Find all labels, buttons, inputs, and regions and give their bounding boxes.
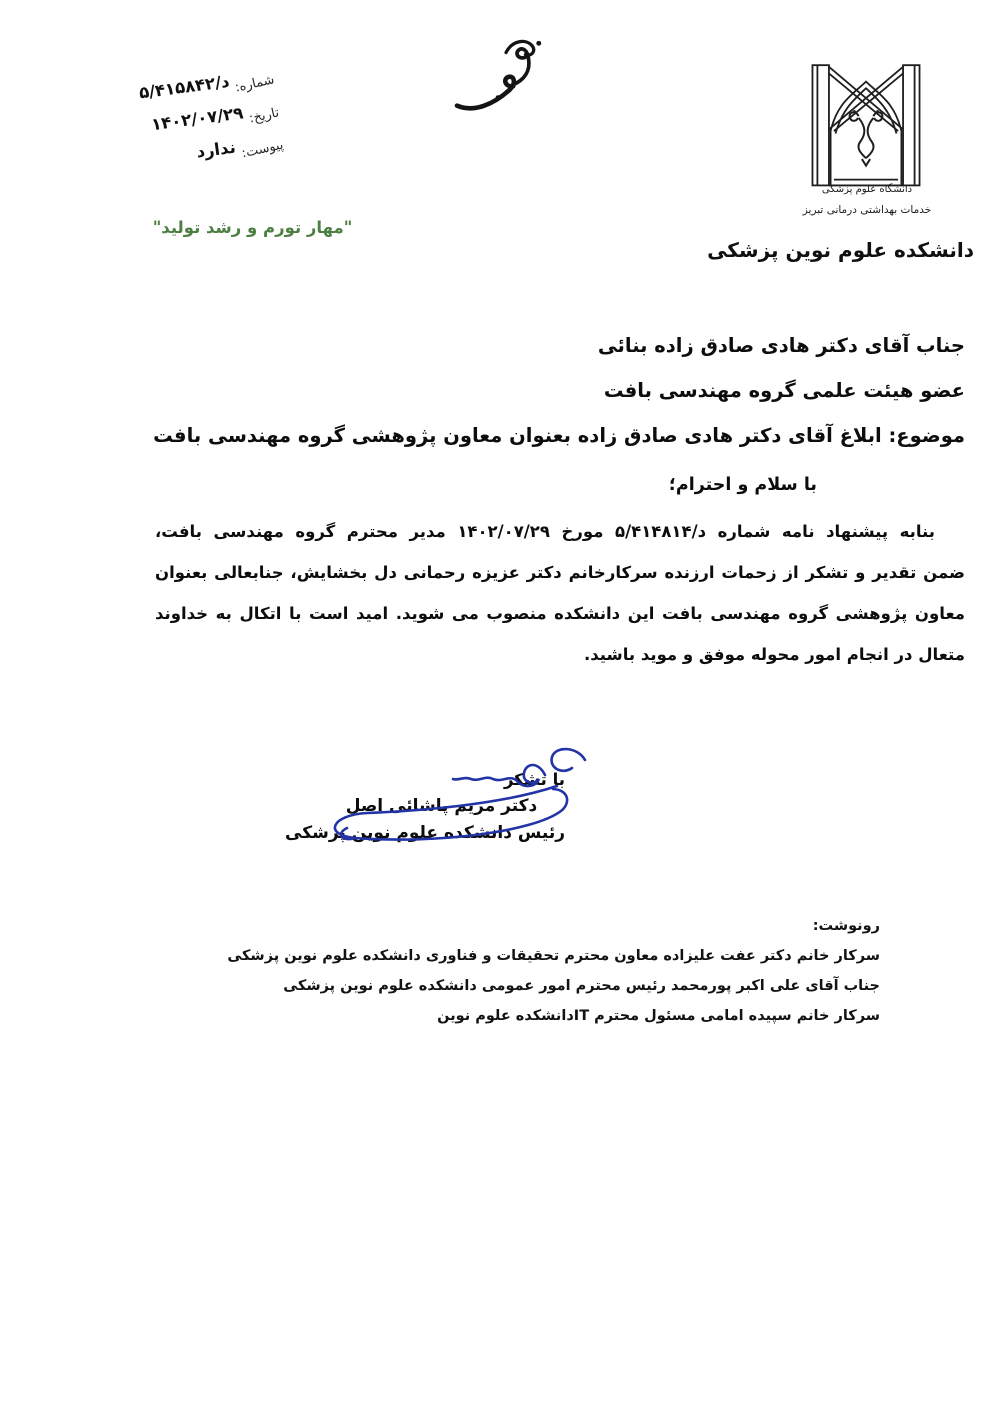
letter-meta-block: [52, 66, 285, 193]
attachment-value: ندارد: [195, 137, 237, 162]
number-value: ⁦۵/د/۴۱۵۸۴۲⁩: [137, 71, 231, 103]
signatory-title: رئیس دانشکده علوم نوین پزشکی: [285, 823, 565, 843]
body-line: بنابه پیشنهاد نامه شماره ⁦۵/د/۴۱۴۸۱۴⁩ مورخ ۱۴۰۲/۰۷/۲۹ مدیر محترم گروه مهندسی بافت،: [155, 522, 935, 541]
body-line: معاون پژوهشی گروه مهندسی بافت این دانشکده منصوب می شوید. امید است با اتکال به خداوند: [155, 604, 965, 623]
signatory-name: دکتر مریم پاشائی اصل: [345, 796, 538, 816]
signature-block: [285, 766, 565, 847]
university-logo-icon: [800, 52, 932, 192]
university-name-calligraphy: دانشگاه علوم پزشکی: [821, 184, 913, 195]
attachment-label: پیوست:: [239, 137, 285, 162]
cc-line: جناب آقای علی اکبر پورمحمد رئیس محترم امور عمومی دانشکده علوم نوین پزشکی: [283, 978, 880, 994]
bismillah-calligraphy: [450, 30, 558, 122]
greeting-line: با سلام و احترام؛: [668, 475, 817, 495]
cc-line: سرکار خانم دکتر عفت علیزاده معاون محترم تحقیقات و فناوری دانشکده علوم نوین پزشکی: [227, 948, 880, 964]
cc-block: [227, 911, 880, 1031]
faculty-name: دانشکده علوم نوین پزشکی: [707, 238, 974, 262]
signature-thanks: با تشکر: [504, 770, 565, 789]
addressee-role: عضو هیئت علمی گروه مهندسی بافت: [603, 379, 965, 402]
bismillah-icon: [450, 30, 558, 122]
number-label: شماره:: [233, 72, 276, 96]
year-slogan: "مهار تورم و رشد تولید": [152, 218, 353, 237]
subject-line: موضوع: ابلاغ آقای دکتر هادی صادق زاده بعنوان معاون پژوهشی گروه مهندسی بافت: [153, 424, 965, 447]
date-label: تاریخ:: [247, 105, 281, 127]
addressee-name: جناب آقای دکتر هادی صادق زاده بنائی: [597, 334, 965, 357]
cc-line: سرکار خانم سپیده امامی مسئول محترم ITدانشکده علوم نوین: [437, 1008, 880, 1024]
letter-body: [155, 511, 965, 675]
health-services-calligraphy: خدمات بهداشتی درمانی تبریز: [802, 204, 932, 216]
cc-label: رونوشت:: [812, 918, 880, 934]
body-line: متعال در انجام امور محوله موفق و موید باشید.: [583, 645, 965, 664]
date-value: ۱۴۰۲/۰۷/۲۹: [150, 103, 245, 135]
addressee-block: [153, 323, 965, 458]
body-line: ضمن تقدیر و تشکر از زحمات ارزنده سرکارخانم دکتر عزیزه رحمانی دل بخشایش، جنابعالی بعنوان: [155, 563, 965, 582]
